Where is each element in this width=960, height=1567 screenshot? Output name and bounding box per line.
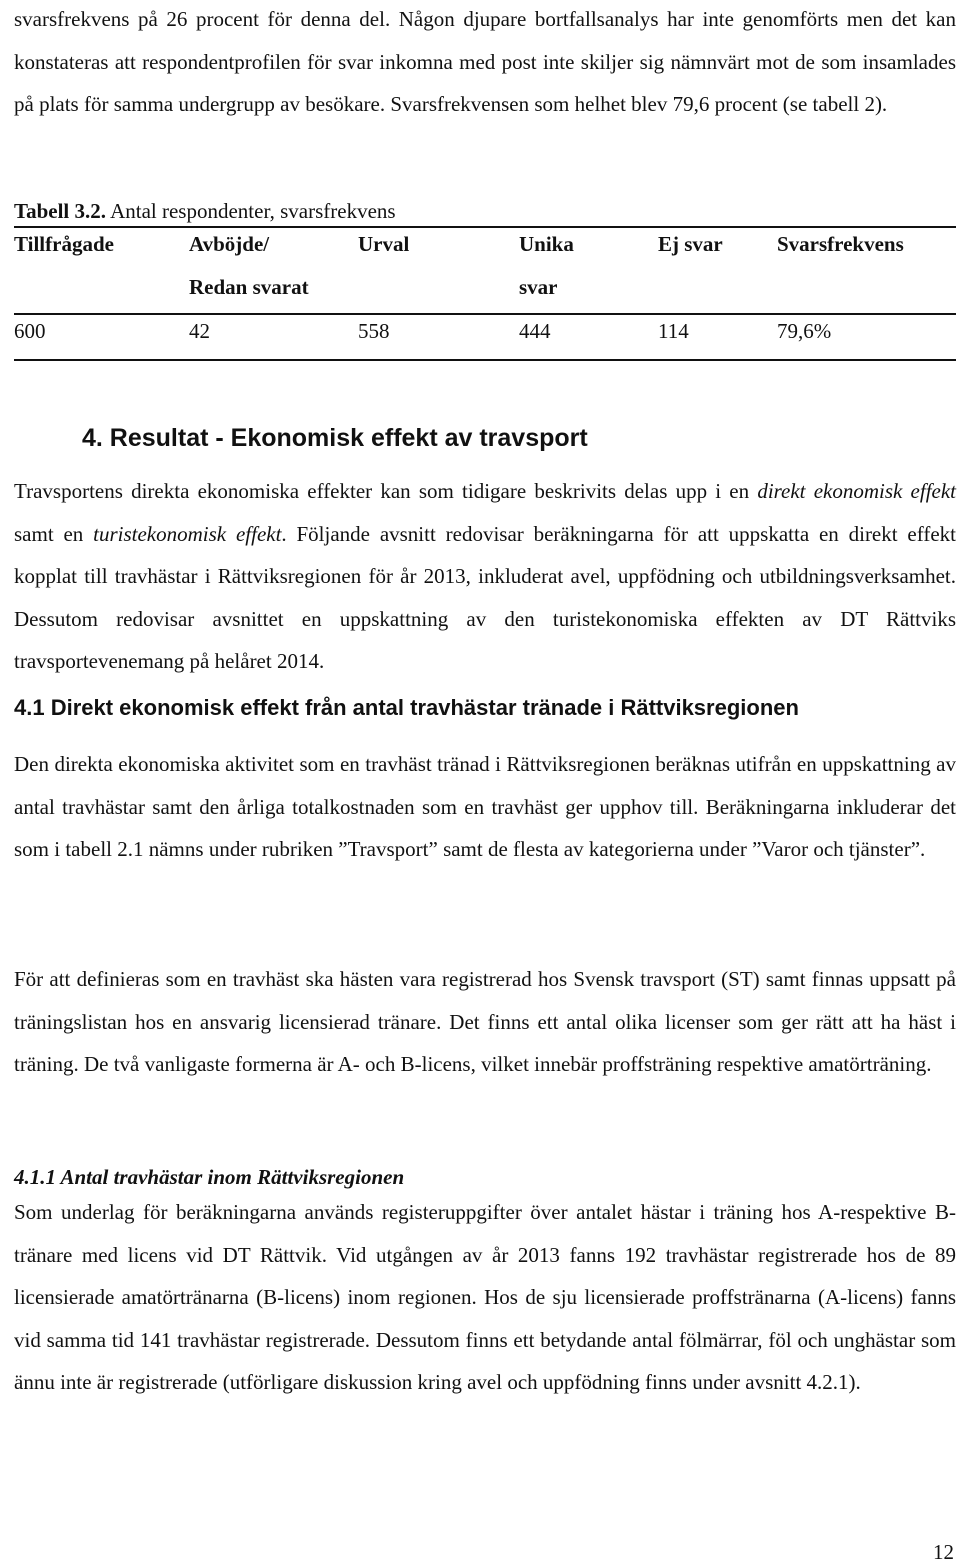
section-4-em-direkt: direkt ekonomisk effekt (757, 479, 956, 503)
section-4-text-b: samt en (14, 521, 94, 546)
section-4-text-a: Travsportens direkta ekonomiska effekter kan som tidigare beskrivits delas upp i en (14, 479, 758, 503)
header-ej-svar: Ej svar (658, 232, 723, 256)
section-4-1-paragraph-1: Den direkta ekonomiska aktivitet som en travhäst tränad i Rättviksregionen beräknas utifrån en uppskattning av antal travhästar samt den årliga totalkostnaden som en travhäst ger upphov till. Beräkningarna inkluderar det som i tabell 2.1 nämns under rubriken ”Travsport” samt de flesta av kategorierna under ”Varor och tjänster”. (14, 752, 956, 861)
header-redan-svarat: Redan svarat (189, 275, 309, 299)
table-header-rule (14, 313, 956, 315)
cell-urval: 558 (358, 319, 390, 343)
intro-paragraph: svarsfrekvens på 26 procent för denna del. Någon djupare bortfallsanalys har inte genomförts men det kan konstateras att respondentprofilen för svar inkomna med post inte skiljer sig nämnvärt mot de som insamlades på plats för samma undergrupp av besökare. Svarsfrekvensen som helhet blev 79,6 procent (se tabell 2). (14, 7, 956, 116)
cell-avbojde: 42 (189, 319, 210, 343)
header-tillfragade: Tillfrågade (14, 232, 114, 256)
cell-unika-svar: 444 (519, 319, 551, 343)
cell-ej-svar: 114 (658, 319, 689, 343)
cell-tillfragade: 600 (14, 319, 46, 343)
section-4-1-1-paragraph: Som underlag för beräkningarna används registeruppgifter över antalet hästar i träning hos A-respektive B-tränare med licens vid DT Rättvik. Vid utgången av år 2013 fanns 192 travhästar registrerade hos de 89 licensierade amatörtränarna (B-licens) inom regionen. Hos de sju licensierade proffstränarna (A-licens) fanns vid samma tid 141 travhästar registrerade. Dessutom finns ett betydande antal fölmärrar, föl och unghästar som ännu inte är registrerade (utförligare diskussion kring avel och uppfödning finns under avsnitt 4.2.1). (14, 1200, 956, 1394)
header-svar: svar (519, 275, 558, 299)
header-urval: Urval (358, 232, 410, 256)
page-number: 12 (933, 1540, 954, 1564)
section-4-1-heading: 4.1 Direkt ekonomisk effekt från antal travhästar tränade i Rättviksregionen (14, 695, 799, 720)
section-4-text-c: . Följande avsnitt redovisar beräkningarna för att uppskatta en direkt effekt kopplat till travhästar i Rättviksregionen för år 2013, inkluderat avel, uppfödning och utbildningsverksamhet. Dessutom redovisar avsnittet en uppskattning av den turistekonomiska effekten av DT Rättviks travsportevenemang på helåret 2014. (14, 521, 956, 673)
header-unika: Unika (519, 232, 574, 256)
section-4-1-1-heading: 4.1.1 Antal travhästar inom Rättviksregionen (14, 1165, 405, 1189)
header-avbojde: Avböjde/ (189, 232, 270, 256)
table-caption-text: Antal respondenter, svarsfrekvens (106, 199, 396, 223)
table-bottom-rule (14, 359, 956, 361)
section-4-heading: 4. Resultat - Ekonomisk effekt av travsport (82, 424, 588, 452)
header-svarsfrekvens: Svarsfrekvens (777, 232, 904, 256)
table-caption-label: Tabell 3.2. (14, 199, 106, 223)
section-4-paragraph (14, 470, 956, 683)
table-top-rule (14, 226, 956, 228)
section-4-1-paragraph-2: För att definieras som en travhäst ska hästen vara registrerad hos Svensk travsport (ST) samt finnas uppsatt på träningslistan hos en ansvarig licensierad tränare. Det finns ett antal olika licenser som ger rätt att ha häst i träning. De två vanligaste formerna är A- och B-licens, vilket innebär proffsträning respektive amatörträning. (14, 967, 956, 1076)
cell-svarsfrekvens: 79,6% (777, 319, 832, 343)
section-4-em-turist: turistekonomisk effekt (93, 521, 282, 546)
